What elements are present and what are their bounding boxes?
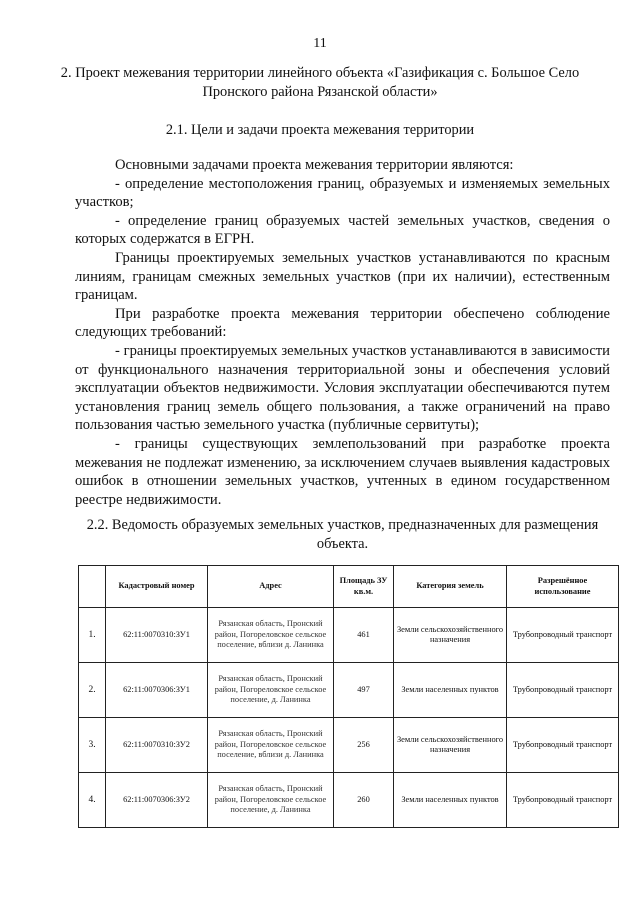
table-row	[79, 608, 619, 663]
subsection-title-table: 2.2. Ведомость образуемых земельных участков, предназначенных для размещения объекта.	[86, 517, 599, 552]
cadastral-number: 62:11:0070306:ЗУ1	[106, 663, 208, 718]
paragraph: При разработке проекта межевания территории обеспечено соблюдение следующих требований:	[75, 305, 610, 341]
table-row	[79, 773, 619, 828]
section-title: 2. Проект межевания территории линейного объекта «Газификация с. Большое Село Пронского района Рязанской области»	[60, 65, 580, 100]
land-category: Земли сельскохозяйственного назначения	[394, 608, 507, 663]
cadastral-number: 62:11:0070310:ЗУ2	[106, 718, 208, 773]
row-number: 3.	[79, 718, 106, 773]
cadastral-number: 62:11:0070306:ЗУ2	[106, 773, 208, 828]
paragraph: Границы проектируемых земельных участков устанавливаются по красным линиям, границам смежных земельных участков (при их наличии), естественным границам.	[75, 249, 610, 304]
paragraph: - границы существующих землепользований при разработке проекта межевания не подлежат изменению, за исключением случаев выявления кадастровых ошибок в отношении земельных участков, учтенных в едином государственном реестре недвижимости.	[75, 435, 610, 508]
address: Рязанская область, Пронский район, Погореловское сельское поселение, д. Ланинка	[208, 773, 334, 828]
header-address: Адрес	[208, 566, 334, 608]
area: 260	[334, 773, 394, 828]
header-category: Категория земель	[394, 566, 507, 608]
permitted-use: Трубопроводный транспорт	[507, 773, 619, 828]
header-area: Площадь ЗУ кв.м.	[334, 566, 394, 608]
paragraph: - определение границ образуемых частей земельных участков, сведения о которых содержатся в ЕГРН.	[75, 212, 610, 248]
row-number: 1.	[79, 608, 106, 663]
header-num	[79, 566, 106, 608]
permitted-use: Трубопроводный транспорт	[507, 663, 619, 718]
table-header-row	[79, 566, 619, 608]
land-category: Земли населенных пунктов	[394, 663, 507, 718]
cadastral-number: 62:11:0070310:ЗУ1	[106, 608, 208, 663]
row-number: 4.	[79, 773, 106, 828]
address: Рязанская область, Пронский район, Погореловское сельское поселение, вблизи д. Ланинка	[208, 718, 334, 773]
page-number: 11	[313, 36, 327, 51]
paragraph: - определение местоположения границ, образуемых и изменяемых земельных участков;	[75, 175, 610, 211]
area: 461	[334, 608, 394, 663]
row-number: 2.	[79, 663, 106, 718]
paragraph: Основными задачами проекта межевания территории являются:	[115, 157, 514, 173]
area: 256	[334, 718, 394, 773]
body-text	[75, 156, 610, 509]
land-plots-table	[78, 565, 619, 828]
subsection-title-goals: 2.1. Цели и задачи проекта межевания территории	[165, 122, 475, 138]
area: 497	[334, 663, 394, 718]
header-usage: Разрешённое использование	[507, 566, 619, 608]
permitted-use: Трубопроводный транспорт	[507, 718, 619, 773]
table-row	[79, 718, 619, 773]
address: Рязанская область, Пронский район, Погореловское сельское поселение, вблизи д. Ланинка	[208, 608, 334, 663]
table-row	[79, 663, 619, 718]
header-cadastral: Кадастровый номер	[106, 566, 208, 608]
land-category: Земли сельскохозяйственного назначения	[394, 718, 507, 773]
paragraph: - границы проектируемых земельных участков устанавливаются в зависимости от функционального назначения территориальной зоны и обеспечения условий эксплуатации объектов недвижимости. Условия эксплуатации обеспечиваются путем установления границ земель общего пользования, а также ограничений на право пользования частью земельного участка (публичные сервитуты);	[75, 342, 610, 434]
permitted-use: Трубопроводный транспорт	[507, 608, 619, 663]
land-category: Земли населенных пунктов	[394, 773, 507, 828]
address: Рязанская область, Пронский район, Погореловское сельское поселение, д. Ланинка	[208, 663, 334, 718]
